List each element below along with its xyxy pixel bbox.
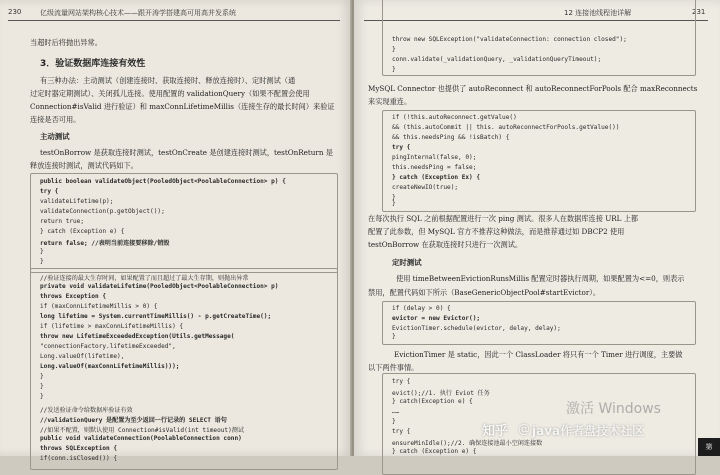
left-intro-line: 当超时后将抛出异常。 xyxy=(30,38,102,47)
left-page: 230 亿级流量网站架构核心技术——跟开涛学搭建高可用高并发系统 当超时后将抛出异常。 3．验证数据库连接有效性 有三种办法：主动测试（创建连接时、获取连接时、释放连接时）、定时测试（通 过定时器定期测试）、关闭孤儿连接。使用配置的 validationQuery（如果不配置会使用 Connection#isValid 进行验证）和 maxConnLifetimeMillis（连接生存的最长时间）来验证 连接是否可用。 主动测试 testOnBorrow 是获取连接时测试，testOnCreate 是创建连接时测试，testOnReturn 是 释放连接时测试，测试代码如下。 public boolean validateObject(PooledObject<PoolableConnection> p) { try { validateLifetime(p); validateConnection(p.getObject()); return true; } catch (Exception e) { return false; //表明当前连接要移除/销毁 } } //验证连接的最大生存时间，如果配置了而且超过了最大生存期，则抛出异常 private void validateLifetime(PooledObject<PoolableConnection> p) throws Exception { if (maxConnLifetimeMillis > 0) { long lifetime = System.currentTimeMillis() - p.getCreateTime(); if (lifetime > maxConnLifetimeMillis) { throw new LifetimeExceededException(Utils.getMessage( "connectionFactory.lifetimeExceeded", Long.valueOf(lifetime), Long.valueOf(maxConnLifetimeMillis))); } } } //发送验证命令给数据库验证有效 //validationQuery 是配置为至少返回一行记录的 SELECT 语句 //如果不配置，则默认使用 Connection#isValid(int timeout)测试 public void validateConnection(PoolableConnection conn) throws SQLException { if(conn.isClosed()) { xyxy=(0,0,352,456)
watermark-at: @ xyxy=(518,422,530,436)
zhihu-logo: 知乎 xyxy=(482,424,509,439)
section-title: 3．验证数据库连接有效性 xyxy=(40,59,146,69)
right-page-number: 231 xyxy=(692,8,706,16)
right-page: 12 连接池线程池详解 231 throw new SQLException("validateConnection: connection closed"); } conn.validate(_validationQuery, _validationQueryTimeout); } MySQL Connector 也提供了 autoReconnect 和 autoReconnectForPools 配合 maxReconnects 来实现重连。 if (!this.autoReconnect.getValue() && (this.autoCommit || this. autoReconnectForPools.getValue()) && this.needsPing && !isBatch) { try { pingInternal(false, 0); this.needsPing = false; } catch (Exception Ex) { createNewIO(true); } } 在每次执行 SQL 之前根据配置进行一次 ping 测试。很多人在数据库连接 URL 上都 配置了此参数，但 MySQL 官方不推荐这种做法，而是推荐通过如 DBCP2 使用 testOnBorrow 在获取连接时只进行一次测试。 定时测试 使用 timeBetweenEvictionRunsMillis 配置定时器执行周期，如果配置为<=0，则表示 禁用，配置代码如下所示（BaseGenericObjectPool#startEvictor）。 if (delay > 0) { evictor = new Evictor(); EvictionTimer.schedule(evictor, delay, delay); } EvictionTimer 是 static，因此一个 ClassLoader 将只有一个 Timer 进行调度，主要做 以下两件事情。 try { evict();//1. 执行 Eviot 任务 } catch(Exception e) { …… } try { ensureMinIdle();//2. 确保连接池最小空闲连接数 } catch (Exception e) { xyxy=(354,0,720,456)
left-header-rule xyxy=(8,20,340,21)
watermark-author: java作者盘技术社区 xyxy=(532,424,645,438)
corner-badge: 第 xyxy=(698,438,720,456)
windows-activation-title: 激活 Windows xyxy=(566,401,661,417)
right-subheading: 定时测试 xyxy=(392,258,422,267)
left-running-head: 亿级流量网站架构核心技术——跟开涛学搭建高可用高并发系统 xyxy=(40,9,236,17)
left-page-number: 230 xyxy=(8,8,22,16)
left-subheading: 主动测试 xyxy=(40,132,70,141)
right-running-head: 12 连接池线程池详解 xyxy=(564,9,632,17)
